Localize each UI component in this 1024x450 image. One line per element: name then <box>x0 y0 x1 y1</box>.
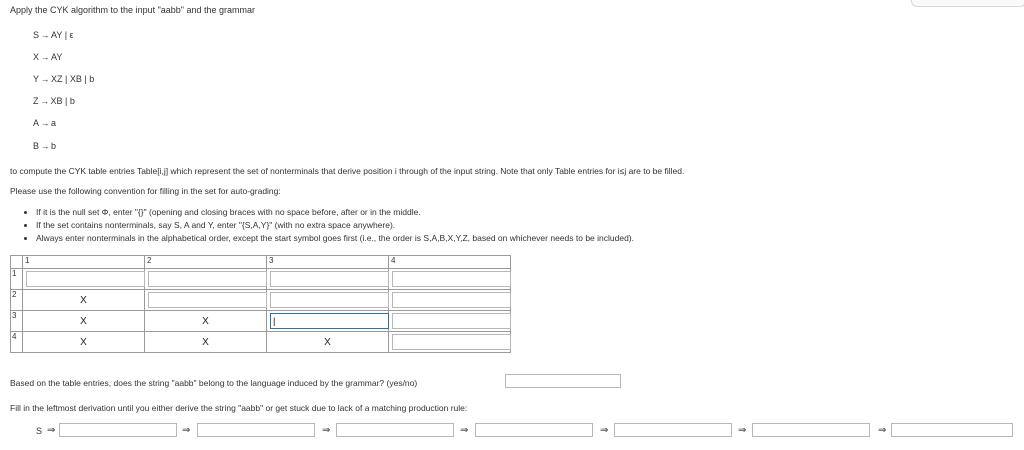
cyk-cell <box>23 332 145 353</box>
grammar-rule <box>33 96 75 106</box>
rule-lhs: X <box>33 52 40 62</box>
right-arrow-icon: → <box>40 74 50 84</box>
derives-arrow-icon: ⇒ <box>878 425 887 436</box>
convention-item: • If the set contains nonterminals, say S, A and Y, enter "{S,A,Y}" (with no extra space anywhere). <box>36 220 634 230</box>
derives-arrow-icon: ⇒ <box>322 425 331 436</box>
right-arrow-icon: → <box>40 30 50 40</box>
row-header: 1 <box>11 269 23 290</box>
rule-lhs: Z <box>33 96 39 106</box>
derivation-step-input[interactable] <box>336 423 454 437</box>
rule-rhs: AY | ε <box>51 30 74 40</box>
grammar-rule <box>33 30 74 40</box>
cyk-row <box>11 290 511 311</box>
convention-list <box>26 207 634 246</box>
rule-rhs: AY <box>51 52 63 62</box>
derives-arrow-icon: ⇒ <box>182 425 191 436</box>
convention-item: • If it is the null set Φ, enter "{}" (opening and closing braces with no space before, after or in the middle. <box>36 207 634 217</box>
derivation-step-input[interactable] <box>752 423 870 437</box>
cyk-cell <box>145 269 267 290</box>
cell-unused-mark: X <box>202 337 209 348</box>
cyk-row <box>11 311 511 332</box>
grammar-rule <box>33 52 62 62</box>
cyk-cell <box>145 311 267 332</box>
rule-lhs: B <box>33 141 40 151</box>
cell-unused-mark: X <box>80 295 87 306</box>
derives-arrow-icon: ⇒ <box>600 425 609 436</box>
grammar-rule <box>33 141 56 151</box>
cyk-cell-input-2-4[interactable] <box>392 292 511 308</box>
cyk-cell <box>23 311 145 332</box>
grammar-rule <box>33 74 94 84</box>
rule-lhs: A <box>33 118 40 128</box>
cyk-cell-input-1-1[interactable] <box>26 271 145 287</box>
derivation-instructions: Fill in the leftmost derivation until you either derive the string "aabb" or get stuck due to lack of a matching production rule: <box>10 403 468 413</box>
cyk-cell <box>267 269 389 290</box>
cyk-cell <box>389 311 511 332</box>
column-header: 3 <box>267 256 389 269</box>
cyk-cell <box>23 290 145 311</box>
cell-unused-mark: X <box>324 337 331 348</box>
right-arrow-icon: → <box>40 118 50 128</box>
cyk-table <box>10 255 511 353</box>
right-arrow-icon: → <box>40 96 49 106</box>
derivation-step-input[interactable] <box>197 423 315 437</box>
rule-lhs: S <box>33 30 40 40</box>
cyk-cell <box>23 269 145 290</box>
cyk-cell-input-3-4[interactable] <box>392 313 511 329</box>
derivation-step-input[interactable] <box>475 423 593 437</box>
cyk-row <box>11 269 511 290</box>
cyk-cell <box>267 290 389 311</box>
derives-arrow-icon: ⇒ <box>738 425 747 436</box>
right-arrow-icon: → <box>40 141 50 151</box>
cyk-cell <box>389 290 511 311</box>
derivation-step-input[interactable] <box>614 423 732 437</box>
convention-item: • Always enter nonterminals in the alphabetical order, except the start symbol goes first (i.e., the order is S,A,B,X,Y,Z, based on whichever needs to be included). <box>36 233 634 243</box>
intro-text: Apply the CYK algorithm to the input "aabb" and the grammar <box>10 5 256 15</box>
derivation-start-symbol: S <box>36 426 43 436</box>
cyk-cell <box>267 332 389 353</box>
cell-unused-mark: X <box>80 337 87 348</box>
cyk-row <box>11 332 511 353</box>
cyk-cell-input-1-2[interactable] <box>148 271 267 287</box>
column-header: 4 <box>389 256 511 269</box>
rule-rhs: XZ | XB | b <box>51 74 95 84</box>
cyk-cell-input-4-4[interactable] <box>392 334 511 350</box>
membership-question: Based on the table entries, does the string "aabb" belong to the language induced by the grammar? (yes/no) <box>10 378 418 388</box>
derives-arrow-icon: ⇒ <box>47 425 56 436</box>
rule-rhs: b <box>51 141 57 151</box>
cyk-cell <box>389 332 511 353</box>
rule-rhs: a <box>51 118 57 128</box>
right-arrow-icon: → <box>40 52 50 62</box>
top-panel-edge <box>911 0 1024 7</box>
derives-arrow-icon: ⇒ <box>460 425 469 436</box>
cyk-cell-input-3-3[interactable] <box>270 313 389 329</box>
row-header: 4 <box>11 332 23 353</box>
cyk-header-row <box>11 256 511 269</box>
row-header: 2 <box>11 290 23 311</box>
cyk-cell-input-2-2[interactable] <box>148 292 267 308</box>
grammar-rule <box>33 118 56 128</box>
derivation-step-input[interactable] <box>59 423 177 437</box>
membership-answer-input[interactable] <box>505 374 621 388</box>
cyk-cell <box>145 290 267 311</box>
cyk-cell <box>389 269 511 290</box>
derivation-step-input[interactable] <box>891 423 1013 437</box>
compute-instructions: to compute the CYK table entries Table[i,j] which represent the set of nonterminals that derive position i through of the input string. Note that only Table entries for i≤j are to be filled. <box>10 166 685 176</box>
cell-unused-mark: X <box>202 316 209 327</box>
cyk-cell <box>145 332 267 353</box>
cell-unused-mark: X <box>80 316 87 327</box>
rule-rhs: XB | b <box>50 96 75 106</box>
column-header: 2 <box>145 256 267 269</box>
rule-lhs: Y <box>33 74 40 84</box>
cyk-cell-input-1-3[interactable] <box>270 271 389 287</box>
cyk-cell-input-2-3[interactable] <box>270 292 389 308</box>
convention-instructions: Please use the following convention for filling in the set for auto-grading: <box>10 186 281 196</box>
cyk-cell <box>267 311 389 332</box>
column-header: 1 <box>23 256 145 269</box>
row-header: 3 <box>11 311 23 332</box>
corner-cell <box>11 256 23 269</box>
cyk-cell-input-1-4[interactable] <box>392 271 511 287</box>
